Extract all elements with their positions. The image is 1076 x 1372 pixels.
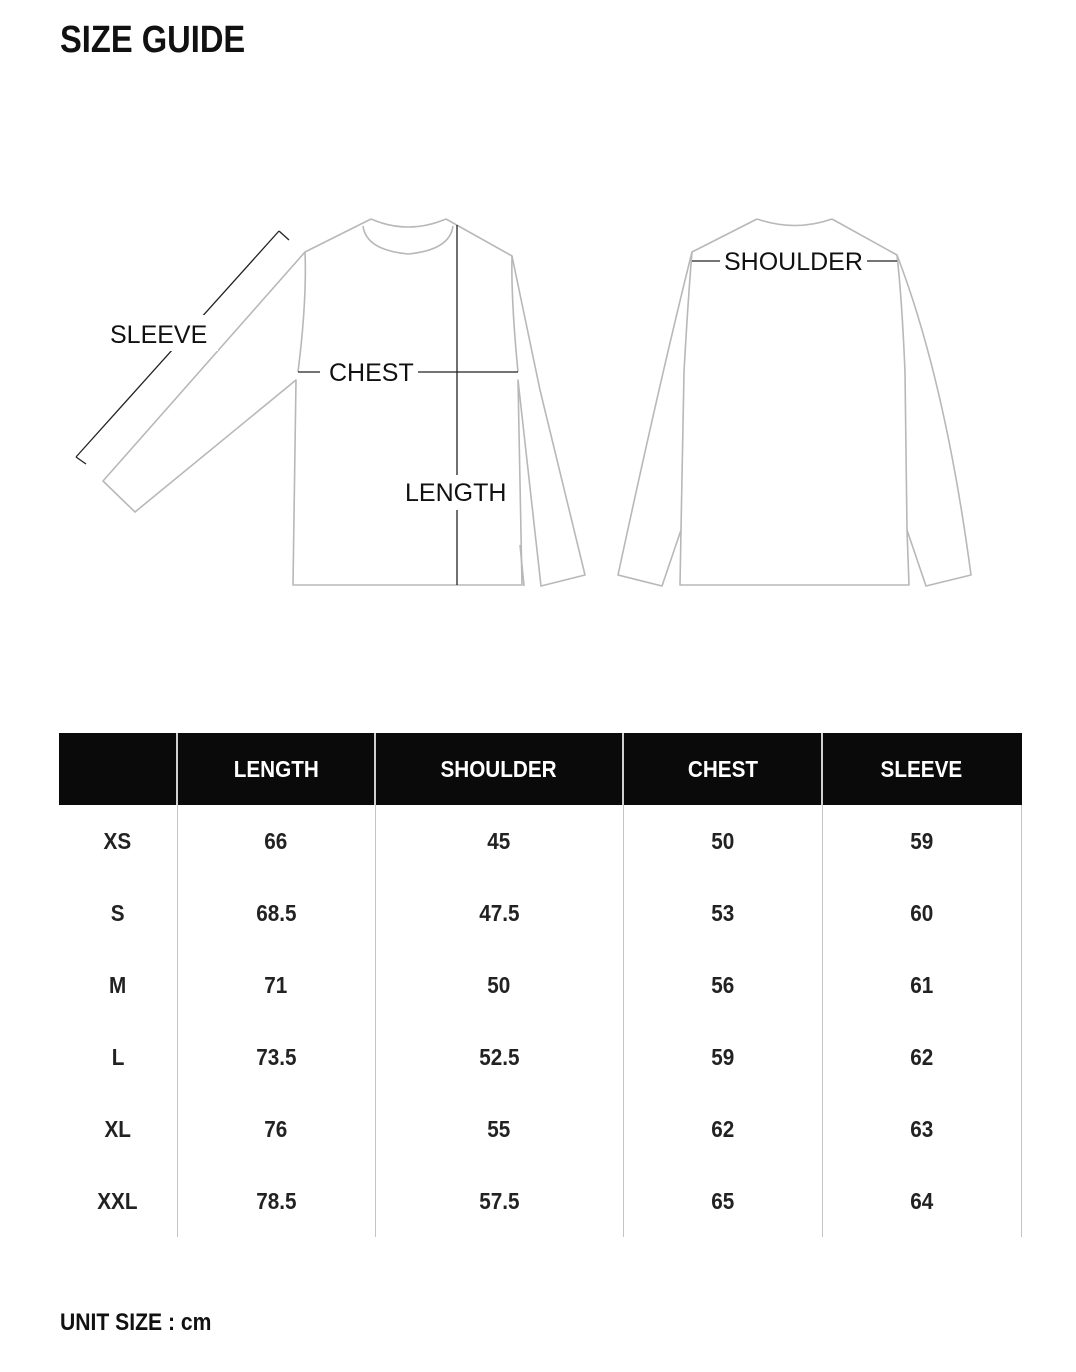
chest-cell: 50 [623,805,822,877]
table-header-row [59,733,1021,805]
length-label: LENGTH [405,479,507,507]
chest-cell: 65 [623,1165,822,1237]
shoulder-cell: 55 [375,1093,623,1165]
sleeve-cell: 62 [822,1021,1021,1093]
chest-cell: 62 [623,1093,822,1165]
table-row [59,877,1021,949]
size-cell: XXL [97,1187,138,1214]
back-left-seam [681,252,692,530]
sleeve-cell: 61 [822,949,1021,1021]
column-header-chest: CHEST [623,733,822,805]
column-header-sleeve: SLEEVE [822,733,1021,805]
chest-cell: 56 [623,949,822,1021]
page-title: SIZE GUIDE [60,19,246,61]
chest-cell: 53 [623,877,822,949]
length-cell: 78.5 [177,1165,375,1237]
sleeve-tick-bottom [76,457,86,464]
size-table [59,733,1022,1237]
sleeve-cell: 63 [822,1093,1021,1165]
sleeve-cell: 64 [822,1165,1021,1237]
table-row [59,1093,1021,1165]
front-left-seam [298,252,305,372]
size-cell: S [110,899,125,926]
length-cell: 68.5 [177,877,375,949]
length-cell: 71 [177,949,375,1021]
sleeve-tick-top [279,231,289,240]
front-collar [363,226,453,254]
shoulder-cell: 45 [375,805,623,877]
size-cell: M [109,971,127,998]
length-cell: 66 [177,805,375,877]
chest-label: CHEST [329,359,414,387]
unit-size-note: UNIT SIZE : cm [60,1309,212,1336]
size-cell: XL [104,1115,131,1142]
back-right-seam [897,255,907,530]
column-header-length: LENGTH [177,733,375,805]
column-header-shoulder: SHOULDER [375,733,623,805]
sleeve-cell: 60 [822,877,1021,949]
shoulder-label: SHOULDER [724,248,863,276]
front-view-shirt [103,219,585,586]
shoulder-cell: 52.5 [375,1021,623,1093]
column-header-size [59,733,177,805]
size-cell: XS [103,827,132,854]
length-cell: 76 [177,1093,375,1165]
chest-cell: 59 [623,1021,822,1093]
table-row [59,805,1021,877]
length-cell: 73.5 [177,1021,375,1093]
table-row [59,1021,1021,1093]
table-row [59,949,1021,1021]
size-cell: L [111,1043,125,1070]
table-row [59,1165,1021,1237]
front-measurements [76,225,518,585]
shoulder-cell: 47.5 [375,877,623,949]
shoulder-cell: 57.5 [375,1165,623,1237]
sleeve-cell: 59 [822,805,1021,877]
sleeve-label: SLEEVE [110,321,208,349]
shoulder-cell: 50 [375,949,623,1021]
